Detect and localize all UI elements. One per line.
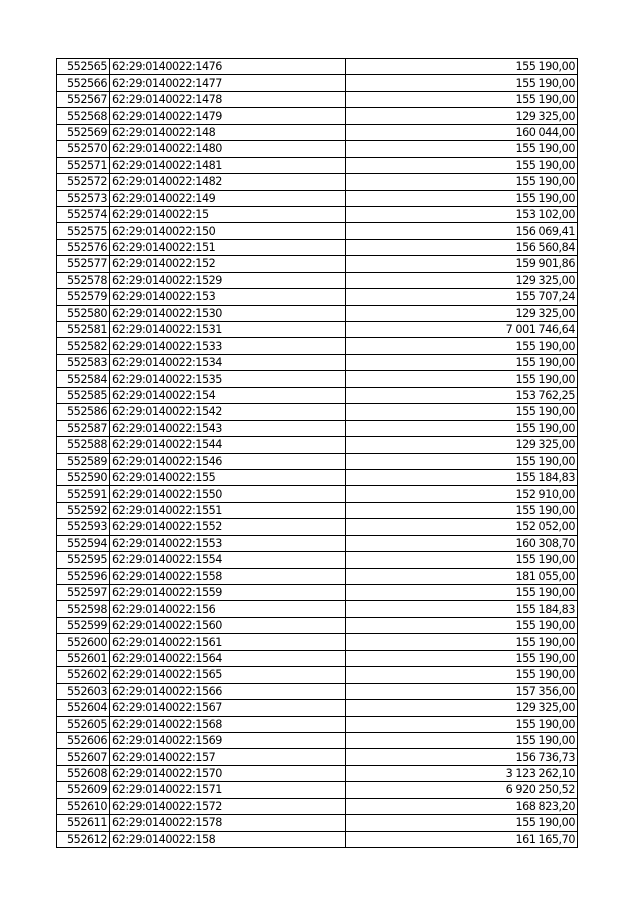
table-row: [57, 190, 578, 206]
table-row: [57, 486, 578, 502]
table-row: [57, 387, 578, 403]
cadastral-value-cell: 156 560,84: [346, 239, 578, 255]
cadastral-value-cell: 155 184,83: [346, 469, 578, 485]
cadastral-number-cell: 62:29:0140022:1529: [110, 272, 346, 288]
row-number-cell: 552577: [57, 256, 110, 272]
table-row: [57, 519, 578, 535]
cadastral-number-cell: 62:29:0140022:1482: [110, 174, 346, 190]
cadastral-number-cell: 62:29:0140022:151: [110, 239, 346, 255]
cadastral-value-cell: 153 762,25: [346, 387, 578, 403]
cadastral-value-cell: 155 190,00: [346, 667, 578, 683]
table-row: [57, 469, 578, 485]
table-row: [57, 453, 578, 469]
table-row: [57, 420, 578, 436]
cadastral-number-cell: 62:29:0140022:1567: [110, 700, 346, 716]
table-row: [57, 535, 578, 551]
cadastral-number-cell: 62:29:0140022:1531: [110, 322, 346, 338]
table-row: [57, 437, 578, 453]
table-row: [57, 716, 578, 732]
row-number-cell: 552598: [57, 601, 110, 617]
table-row: [57, 798, 578, 814]
table-row: [57, 141, 578, 157]
row-number-cell: 552605: [57, 716, 110, 732]
row-number-cell: 552565: [57, 59, 110, 75]
row-number-cell: 552566: [57, 75, 110, 91]
row-number-cell: 552596: [57, 568, 110, 584]
table-row: [57, 124, 578, 140]
cadastral-number-cell: 62:29:0140022:156: [110, 601, 346, 617]
cadastral-value-cell: 155 190,00: [346, 404, 578, 420]
cadastral-value-cell: 155 190,00: [346, 502, 578, 518]
cadastral-value-cell: 6 920 250,52: [346, 782, 578, 798]
table-row: [57, 601, 578, 617]
table-row: [57, 75, 578, 91]
cadastral-value-cell: 155 190,00: [346, 354, 578, 370]
cadastral-number-cell: 62:29:0140022:1559: [110, 585, 346, 601]
row-number-cell: 552571: [57, 157, 110, 173]
table-row: [57, 634, 578, 650]
cadastral-value-cell: 181 055,00: [346, 568, 578, 584]
cadastral-number-cell: 62:29:0140022:1542: [110, 404, 346, 420]
cadastral-value-cell: 7 001 746,64: [346, 322, 578, 338]
cadastral-value-cell: 155 190,00: [346, 634, 578, 650]
row-number-cell: 552570: [57, 141, 110, 157]
cadastral-value-cell: 155 190,00: [346, 59, 578, 75]
row-number-cell: 552575: [57, 223, 110, 239]
cadastral-value-cell: 129 325,00: [346, 437, 578, 453]
cadastral-number-cell: 62:29:0140022:1534: [110, 354, 346, 370]
cadastral-number-cell: 62:29:0140022:1533: [110, 338, 346, 354]
table-row: [57, 765, 578, 781]
cadastral-value-cell: 155 190,00: [346, 190, 578, 206]
cadastral-number-cell: 62:29:0140022:155: [110, 469, 346, 485]
cadastral-number-cell: 62:29:0140022:1572: [110, 798, 346, 814]
row-number-cell: 552593: [57, 519, 110, 535]
row-number-cell: 552611: [57, 815, 110, 831]
cadastral-number-cell: 62:29:0140022:1564: [110, 650, 346, 666]
cadastral-value-cell: 159 901,86: [346, 256, 578, 272]
row-number-cell: 552572: [57, 174, 110, 190]
cadastral-value-cell: 160 044,00: [346, 124, 578, 140]
cadastral-number-cell: 62:29:0140022:154: [110, 387, 346, 403]
table-row: [57, 223, 578, 239]
cadastral-value-cell: 160 308,70: [346, 535, 578, 551]
cadastral-number-cell: 62:29:0140022:1569: [110, 732, 346, 748]
row-number-cell: 552602: [57, 667, 110, 683]
cadastral-value-cell: 153 102,00: [346, 206, 578, 222]
row-number-cell: 552610: [57, 798, 110, 814]
table-row: [57, 782, 578, 798]
table-row: [57, 354, 578, 370]
row-number-cell: 552590: [57, 469, 110, 485]
cadastral-number-cell: 62:29:0140022:1553: [110, 535, 346, 551]
table-row: [57, 502, 578, 518]
cadastral-value-cell: 155 190,00: [346, 338, 578, 354]
cadastral-value-cell: 155 190,00: [346, 617, 578, 633]
row-number-cell: 552607: [57, 749, 110, 765]
cadastral-value-cell: 155 190,00: [346, 585, 578, 601]
cadastral-number-cell: 62:29:0140022:15: [110, 206, 346, 222]
row-number-cell: 552580: [57, 305, 110, 321]
row-number-cell: 552567: [57, 91, 110, 107]
cadastral-number-cell: 62:29:0140022:1535: [110, 371, 346, 387]
cadastral-number-cell: 62:29:0140022:1570: [110, 765, 346, 781]
row-number-cell: 552612: [57, 831, 110, 847]
row-number-cell: 552604: [57, 700, 110, 716]
row-number-cell: 552569: [57, 124, 110, 140]
cadastral-number-cell: 62:29:0140022:1552: [110, 519, 346, 535]
cadastral-value-cell: 129 325,00: [346, 108, 578, 124]
row-number-cell: 552582: [57, 338, 110, 354]
cadastral-number-cell: 62:29:0140022:150: [110, 223, 346, 239]
cadastral-number-cell: 62:29:0140022:158: [110, 831, 346, 847]
cadastral-number-cell: 62:29:0140022:1478: [110, 91, 346, 107]
row-number-cell: 552599: [57, 617, 110, 633]
cadastral-value-cell: 152 052,00: [346, 519, 578, 535]
table-row: [57, 338, 578, 354]
table-row: [57, 322, 578, 338]
cadastral-value-cell: 129 325,00: [346, 272, 578, 288]
table-row: [57, 667, 578, 683]
cadastral-number-cell: 62:29:0140022:1566: [110, 683, 346, 699]
table-row: [57, 59, 578, 75]
cadastral-number-cell: 62:29:0140022:157: [110, 749, 346, 765]
table-row: [57, 568, 578, 584]
cadastral-value-cell: 155 190,00: [346, 75, 578, 91]
cadastral-value-cell: 156 736,73: [346, 749, 578, 765]
cadastral-value-cell: 129 325,00: [346, 305, 578, 321]
cadastral-number-cell: 62:29:0140022:1481: [110, 157, 346, 173]
table-row: [57, 404, 578, 420]
cadastral-value-cell: 155 707,24: [346, 289, 578, 305]
cadastral-value-cell: 155 190,00: [346, 420, 578, 436]
row-number-cell: 552609: [57, 782, 110, 798]
row-number-cell: 552600: [57, 634, 110, 650]
table-row: [57, 206, 578, 222]
cadastral-number-cell: 62:29:0140022:1565: [110, 667, 346, 683]
cadastral-number-cell: 62:29:0140022:153: [110, 289, 346, 305]
cadastral-number-cell: 62:29:0140022:1480: [110, 141, 346, 157]
row-number-cell: 552587: [57, 420, 110, 436]
row-number-cell: 552576: [57, 239, 110, 255]
row-number-cell: 552586: [57, 404, 110, 420]
row-number-cell: 552595: [57, 552, 110, 568]
table-row: [57, 732, 578, 748]
row-number-cell: 552585: [57, 387, 110, 403]
cadastral-number-cell: 62:29:0140022:1546: [110, 453, 346, 469]
row-number-cell: 552581: [57, 322, 110, 338]
table-row: [57, 683, 578, 699]
row-number-cell: 552597: [57, 585, 110, 601]
table-row: [57, 239, 578, 255]
row-number-cell: 552603: [57, 683, 110, 699]
cadastral-number-cell: 62:29:0140022:1560: [110, 617, 346, 633]
table-row: [57, 305, 578, 321]
cadastral-number-cell: 62:29:0140022:1558: [110, 568, 346, 584]
cadastral-number-cell: 62:29:0140022:149: [110, 190, 346, 206]
table-row: [57, 831, 578, 847]
table-row: [57, 650, 578, 666]
table-row: [57, 272, 578, 288]
cadastral-number-cell: 62:29:0140022:1543: [110, 420, 346, 436]
cadastral-number-cell: 62:29:0140022:1530: [110, 305, 346, 321]
cadastral-value-cell: 155 190,00: [346, 174, 578, 190]
row-number-cell: 552574: [57, 206, 110, 222]
cadastral-value-cell: 155 190,00: [346, 650, 578, 666]
row-number-cell: 552583: [57, 354, 110, 370]
table-row: [57, 617, 578, 633]
cadastral-number-cell: 62:29:0140022:1571: [110, 782, 346, 798]
cadastral-value-table: [56, 58, 578, 848]
row-number-cell: 552579: [57, 289, 110, 305]
cadastral-number-cell: 62:29:0140022:152: [110, 256, 346, 272]
table-row: [57, 700, 578, 716]
table-row: [57, 108, 578, 124]
cadastral-value-cell: 155 190,00: [346, 453, 578, 469]
cadastral-number-cell: 62:29:0140022:1568: [110, 716, 346, 732]
cadastral-number-cell: 62:29:0140022:1479: [110, 108, 346, 124]
cadastral-number-cell: 62:29:0140022:1476: [110, 59, 346, 75]
row-number-cell: 552601: [57, 650, 110, 666]
cadastral-value-cell: 152 910,00: [346, 486, 578, 502]
cadastral-value-cell: 157 356,00: [346, 683, 578, 699]
cadastral-number-cell: 62:29:0140022:1561: [110, 634, 346, 650]
cadastral-number-cell: 62:29:0140022:1544: [110, 437, 346, 453]
table-row: [57, 552, 578, 568]
cadastral-value-cell: 3 123 262,10: [346, 765, 578, 781]
cadastral-value-cell: 155 190,00: [346, 716, 578, 732]
cadastral-number-cell: 62:29:0140022:148: [110, 124, 346, 140]
row-number-cell: 552568: [57, 108, 110, 124]
cadastral-number-cell: 62:29:0140022:1554: [110, 552, 346, 568]
cadastral-value-cell: 168 823,20: [346, 798, 578, 814]
row-number-cell: 552592: [57, 502, 110, 518]
cadastral-number-cell: 62:29:0140022:1578: [110, 815, 346, 831]
cadastral-number-cell: 62:29:0140022:1550: [110, 486, 346, 502]
row-number-cell: 552588: [57, 437, 110, 453]
row-number-cell: 552606: [57, 732, 110, 748]
table-row: [57, 749, 578, 765]
row-number-cell: 552589: [57, 453, 110, 469]
cadastral-value-cell: 155 190,00: [346, 371, 578, 387]
table-row: [57, 91, 578, 107]
row-number-cell: 552608: [57, 765, 110, 781]
cadastral-value-cell: 161 165,70: [346, 831, 578, 847]
table-row: [57, 371, 578, 387]
cadastral-value-cell: 155 190,00: [346, 552, 578, 568]
cadastral-value-cell: 155 184,83: [346, 601, 578, 617]
cadastral-value-cell: 155 190,00: [346, 91, 578, 107]
table-row: [57, 815, 578, 831]
table-row: [57, 289, 578, 305]
cadastral-value-cell: 155 190,00: [346, 732, 578, 748]
row-number-cell: 552591: [57, 486, 110, 502]
row-number-cell: 552594: [57, 535, 110, 551]
cadastral-number-cell: 62:29:0140022:1551: [110, 502, 346, 518]
cadastral-value-cell: 155 190,00: [346, 157, 578, 173]
cadastral-value-cell: 155 190,00: [346, 141, 578, 157]
table-row: [57, 585, 578, 601]
table-body: [57, 59, 578, 848]
table-row: [57, 157, 578, 173]
row-number-cell: 552584: [57, 371, 110, 387]
row-number-cell: 552573: [57, 190, 110, 206]
cadastral-value-cell: 155 190,00: [346, 815, 578, 831]
cadastral-value-cell: 156 069,41: [346, 223, 578, 239]
table-row: [57, 174, 578, 190]
table-row: [57, 256, 578, 272]
cadastral-value-cell: 129 325,00: [346, 700, 578, 716]
row-number-cell: 552578: [57, 272, 110, 288]
cadastral-number-cell: 62:29:0140022:1477: [110, 75, 346, 91]
